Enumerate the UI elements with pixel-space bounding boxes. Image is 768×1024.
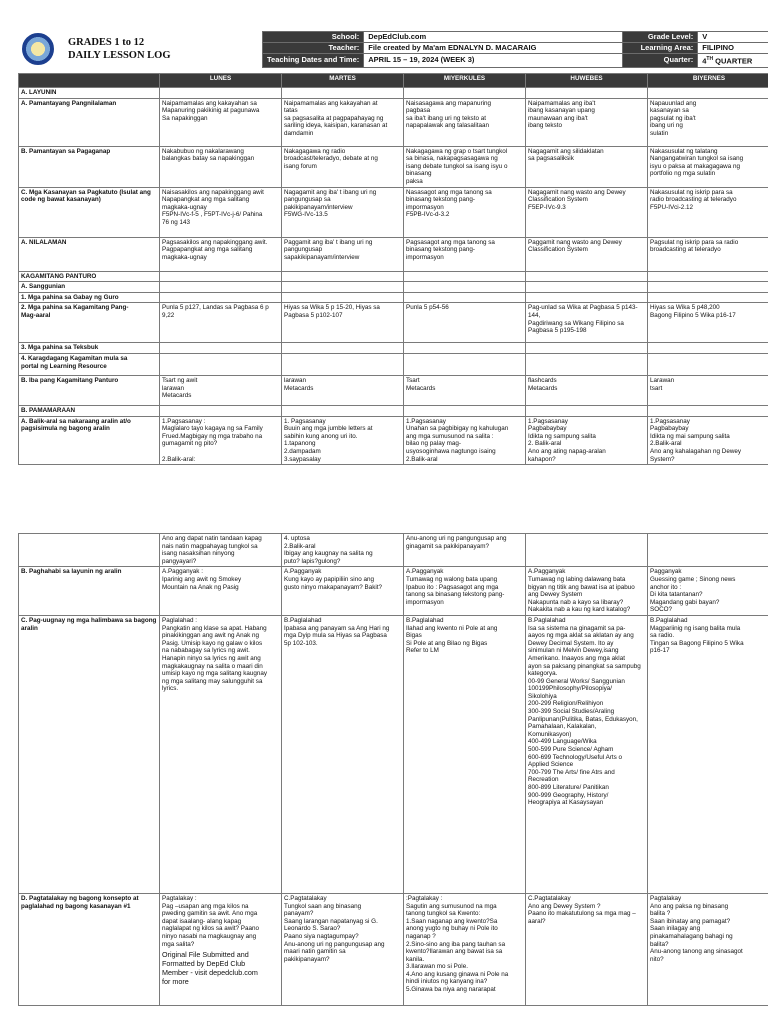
day-cell-2: Anu-anong uri ng pangungusap ang ginagamit sa pakikipanayam?: [404, 534, 526, 567]
day-cell-0: Paglalahad : Pangkatin ang klase sa apat. Habang pinakikinggan ang awit ng Anak ng Pasig. Umisip kayo ng galaw o kilos na nababagay sa lyrics ng awit. Hanapin ninyo sa lyrics ng awit ang magkakaugnay na salita o maari din umisip kayo ng mga salitang kaugnay ng mga salitang may salungguhit sa lyrics.: [160, 615, 282, 893]
day-cell-4: Larawan tsart: [648, 375, 768, 405]
day-cell-2: A.Pagganyak Tumawag ng walong bata upang Ipabuo ito : Pagsasagot ang mga tanong sa binasang tekstong pang- impormasyon: [404, 567, 526, 616]
day-cell-3: A.Pagganyak Tumawag ng labing dalawang bata bigyan ng titik ang bawat isa at ipabuo ang Dewey System Nakapunta nab a kayo sa libaray? Nakakita nab a kau ng kard katalog?: [526, 567, 648, 616]
dates-label: Teaching Dates and Time:: [263, 54, 364, 68]
day-cell-4: [648, 292, 768, 303]
day-cell-1: Nakagagawa ng radio broadcast/teleradyo, debate at ng isang forum: [282, 146, 404, 187]
day-cell-2: [404, 343, 526, 354]
log-row: [19, 615, 768, 893]
day-cell-1: B.Paglalahad Ipabasa ang panayam sa Ang Hari ng mga Dyip mula sa Hiyas sa Pagbasa 5p 102-103.: [282, 615, 404, 893]
day-cell-3: [526, 88, 648, 99]
day-cell-0: Ano ang dapat natin tandaan kapag nais natin magpahayag tungkol sa isang nasaksihan ninyong pangyayari?: [160, 534, 282, 567]
school-value: DepEdClub.com: [364, 32, 623, 43]
row-label: B. Paghahabi sa layunin ng aralin: [19, 567, 160, 616]
day-cell-1: Nagagamit ang iba' t ibang uri ng pangungusap sa pakikipanayam/interview F5WG-IVc-13.5: [282, 187, 404, 237]
dates-value: APRIL 15 – 19, 2024 (WEEK 3): [364, 54, 623, 68]
school-label: School:: [263, 32, 364, 43]
day-cell-2: [404, 405, 526, 416]
log-row: [19, 405, 768, 416]
area-label: Learning Area:: [623, 43, 698, 54]
row-label: B. Iba pang Kagamitang Panturo: [19, 375, 160, 405]
day-header-4: BIYERNES: [648, 74, 768, 88]
day-cell-3: [526, 271, 648, 282]
lesson-log-table-page1: [18, 73, 768, 465]
day-cell-2: [404, 271, 526, 282]
day-cell-1: [282, 271, 404, 282]
log-row: [19, 187, 768, 237]
log-row: [19, 375, 768, 405]
row-label: D. Pagtatalakay ng bagong konsepto at paglalahad ng bagong kasanayan #1: [19, 893, 160, 1005]
day-cell-3: [526, 353, 648, 375]
day-cell-4: [648, 405, 768, 416]
day-cell-2: Naisasagawa ang mapanuring pagbasa sa iba't ibang uri ng teksto at napapalawak ang talasalitaan: [404, 98, 526, 146]
day-cell-1: 4. uptosa 2.Balik-aral Ibigay ang kaugnay na salita ng puto? lapis?gulong?: [282, 534, 404, 567]
document-title: [66, 32, 263, 68]
day-cell-1: 1. Pagsasanay Buuin ang mga jumble letters at sabihin kung anong uri ito. 1.tapanong 2.dampadam 3.saypasalay: [282, 416, 404, 465]
day-cell-4: [648, 282, 768, 293]
day-cell-1: Naipamamalas ang kakayahan at tatas sa pagsasalita at pagpapahayag ng sariling ideya, kaisipan, karanasan at damdamin: [282, 98, 404, 146]
log-row: [19, 303, 768, 343]
day-cell-2: Nasasagot ang mga tanong sa binasang tekstong pang- impormasyon F5PB-IVc-d-3.2: [404, 187, 526, 237]
day-cell-2: B.Paglalahad Ilahad ang kwento ni Pole at ang Bigas Si Pole at ang Bilao ng Bigas Refer to LM: [404, 615, 526, 893]
day-cell-3: B.Paglalahad Isa sa sistema na ginagamit sa pa- aayos ng mga aklat sa aklatan ay ang Dewey Decimal System. Ito ay sinimulan ni Melvin Dewey,isang Amerikano. Inaayos ang mga aklat ayon sa paksang pinangkat sa sampubg kategorya. 00-99 General Works/ Sanggunian 100199Philosophy/Pilosopiya/ Sikolohiya 200-299 Religion/Relihiyon 300-399 Social Studies/Araling Panlipunan(Pulitika, Batas, Edukasyon, Pamahalaan, Kalakalan, Komunikasyon) 400-499 Language/Wika 500-599 Pure Science/ Agham 600-699 Technology/Useful Arts o Applied Science 700-799 The Arts/ fine Atrs and Recreation 800-899 Literature/ Panitikan 900-999 Geography, History/ Heograpiya at Kasaysayan: [526, 615, 648, 893]
log-row: [19, 146, 768, 187]
log-row: [19, 237, 768, 271]
header-table: [18, 31, 768, 68]
day-cell-0: [160, 405, 282, 416]
day-cell-1: C.Pagtatalakay Tungkol saan ang binasang panayam? Saang larangan napatanyag si G. Leonardo S. Sarao? Paano siya nagtagumpay? Anu-anong uri ng pangungusap ang maari natin gamitin sa pakikipanayam?: [282, 893, 404, 1005]
row-label: 4. Karagdagang Kagamitan mula sa portal ng Learning Resource: [19, 353, 160, 375]
row-label: 1. Mga pahina sa Gabay ng Guro: [19, 292, 160, 303]
day-cell-4: Pagtalakay Ano ang paksa ng binasang balita ? Saan ibinatay ang pamagat? Saan inilagay ang pinakamahalagang bahagi ng balita? Anu-anong tanong ang sinasagot nito?: [648, 893, 768, 1005]
day-cell-0: [160, 88, 282, 99]
day-cell-4: [648, 88, 768, 99]
day-cell-3: Pag-unlad sa Wika at Pagbasa 5 p143- 144, Pagdiriwang sa Wikang Filipino sa Pagbasa 5 p195-198: [526, 303, 648, 343]
day-cell-4: B.Paglalahad Magpariinig ng isang balita mula sa radio. Tingan sa Bagong Filipino 5 Wika p16-17: [648, 615, 768, 893]
day-cell-1: [282, 282, 404, 293]
log-row: [19, 271, 768, 282]
day-cell-1: A.Pagganyak Kung kayo ay papipiliin sino ang gusto ninyo makapanayam? Bakit?: [282, 567, 404, 616]
day-cell-4: Pagganyak Guessing game ; Sinong news anchor ito : Di kita tatantanan? Magandang gabi bayan? SOCO?: [648, 567, 768, 616]
day-cell-3: flashcards Metacards: [526, 375, 648, 405]
day-header-1: MARTES: [282, 74, 404, 88]
log-row: [19, 88, 768, 99]
day-cell-2: Tsart Metacards: [404, 375, 526, 405]
day-cell-0: [160, 292, 282, 303]
day-cell-1: [282, 292, 404, 303]
day-cell-4: Napauunlad ang kasanayan sa pagsulat ng iba't ibang uri ng sulatin: [648, 98, 768, 146]
area-value: FILIPINO: [698, 43, 768, 54]
day-cell-0: [160, 353, 282, 375]
row-label: KAGAMITANG PANTURO: [19, 271, 160, 282]
day-header-blank: [19, 74, 160, 88]
day-cell-2: Pagsasagot ang mga tanong sa binasang tekstong pang- impormasyon: [404, 237, 526, 271]
day-cell-0: Pagsasakilos ang napakinggang awit. Pagpapangkat ang mga salitang magkaka-ugnay: [160, 237, 282, 271]
day-cell-3: 1.Pagsasanay Pagbabaybay Idikta ng sampung salita 2. Balik-aral Ano ang ating napag-aralan kahapon?: [526, 416, 648, 465]
day-cell-1: [282, 343, 404, 354]
grade-label: Grade Level:: [623, 32, 698, 43]
teacher-label: Teacher:: [263, 43, 364, 54]
day-cell-4: 1.Pagsasanay Pagbabaybay Idikta ng mai sampung salita 2.Balik-aral Ano ang kahalagahan ng Dewey System?: [648, 416, 768, 465]
quarter-value: 4TH QUARTER: [698, 54, 768, 68]
day-cell-1: [282, 353, 404, 375]
day-cell-4: [648, 343, 768, 354]
log-row: [19, 893, 768, 1005]
day-cell-4: Hiyas sa Wika 5 p48,200 Bagong Filipino 5 Wika p16-17: [648, 303, 768, 343]
row-label: A. Balik-aral sa nakaraang aralin at/o pagsisimula ng bagong aralin: [19, 416, 160, 465]
day-cell-1: larawan Metacards: [282, 375, 404, 405]
day-cell-1: [282, 405, 404, 416]
title-line1: GRADES 1 to 12: [68, 37, 145, 49]
day-cell-2: [404, 282, 526, 293]
day-cell-3: [526, 343, 648, 354]
day-cell-2: [404, 292, 526, 303]
day-cell-3: Nagagamit nang wasto ang Dewey Classification System F5EP-IVc-9.3: [526, 187, 648, 237]
day-cell-2: [404, 88, 526, 99]
day-cell-3: Naipamamalas ang iba't ibang kasanayan upang maunawaan ang iba't ibang teksto: [526, 98, 648, 146]
day-cell-0: [160, 893, 282, 1005]
day-cell-1: Hiyas sa Wika 5 p 15-20, Hiyas sa Pagbasa 5 p102-107: [282, 303, 404, 343]
row-label: A. LAYUNIN: [19, 88, 160, 99]
day-cell-3: [526, 292, 648, 303]
day-cell-3: C.Pagtatalakay Ano ang Dewey System ? Paano ito makatutulong sa mga mag – aaral?: [526, 893, 648, 1005]
row-label: C. Pag-uugnay ng mga halimbawa sa bagong aralin: [19, 615, 160, 893]
day-cell-3: Paggamit nang wasto ang Dewey Classification System: [526, 237, 648, 271]
day-header-0: LUNES: [160, 74, 282, 88]
day-cell-3: [526, 534, 648, 567]
teacher-value: File created by Ma'am EDNALYN D. MACARAIG: [364, 43, 623, 54]
title-line2: DAILY LESSON LOG: [68, 50, 171, 62]
day-cell-4: Pagsulat ng iskrip para sa radio broadcasting at teleradyo: [648, 237, 768, 271]
row-label: 3. Mga pahina sa Teksbuk: [19, 343, 160, 354]
day-cell-4: Nakasusulat ng talatang Nangangatwiran tungkol sa isang isyu o paksa at makagagawa ng portfolio ng mga sulatin: [648, 146, 768, 187]
day-cell-0: [160, 271, 282, 282]
day-cell-1: [282, 88, 404, 99]
row-label: A. Pamantayang Pangnilalaman: [19, 98, 160, 146]
log-row: [19, 98, 768, 146]
day-cell-4: Nakasusulat ng iskrip para sa radio broadcasting at teleradyo F5PU-IVci-2.12: [648, 187, 768, 237]
deped-seal-cell: [18, 32, 66, 68]
day-cell-4: [648, 534, 768, 567]
day-cell-0: Naisasakilos ang napakinggang awit Napapangkat ang mga salitang magkaka-ugnay F5PN-IVc-f-5 , F5PT-IVc-j-6/ Pahina 76 ng 143: [160, 187, 282, 237]
row-label: [19, 534, 160, 567]
day-cell-0: Naipamamalas ang kakayahan sa Mapanuring pakikinig at pagunawa Sa napakinggan: [160, 98, 282, 146]
day-cell-3: Nagagamit ang silidaklatan sa pagsasaliksik: [526, 146, 648, 187]
day-cell-0: Nakabubuo ng nakalarawang balangkas batay sa napakinggan: [160, 146, 282, 187]
day-cell-0: [160, 343, 282, 354]
row-label: A. Sanggunian: [19, 282, 160, 293]
day-cell-3: [526, 282, 648, 293]
log-row: [19, 353, 768, 375]
log-row: [19, 343, 768, 354]
row-label: A. NILALAMAN: [19, 237, 160, 271]
day-cell-0: [160, 282, 282, 293]
day-cell-2: Nakagagawa ng grap o tsart tungkol sa binasa, nakapagsasagawa ng isang debate tungkol sa isang isyu o binasang paksa: [404, 146, 526, 187]
day-cell-0: A.Pagganyak : Iparinig ang awit ng Smokey Mountain na Anak ng Pasig: [160, 567, 282, 616]
day-cell-2: Punla 5 p54-56: [404, 303, 526, 343]
day-cell-2: :Pagtalakay : Sagutin ang sumusunod na mga tanong tungkol sa Kwento: 1.Saan naganap ang kwento?Sa anong yugto ng buhay ni Pole ito naganap ? 2.Sino-sino ang iba pang tauhan sa kwento?Ilarawan ang bawat isa sa kanila. 3.Ilarawan mo si Pole. 4.Ano ang kusang ginawa ni Pole na hindi iniutos ng kanyang ina? 5.Ginawa ba niya ang nararapat: [404, 893, 526, 1005]
grade-value: V: [698, 32, 768, 43]
row-label: 2. Mga pahina sa Kagamitang Pang- Mag-aaral: [19, 303, 160, 343]
log-row: [19, 534, 768, 567]
cell-text: Pagtalakay : Pag –usapan ang mga kilos na pweding gamitin sa awit. Ano mga dapat isaalang- alang kapag naglalapat ng kilos sa awit? Paano ninyo nasabi na magkaugnay ang mga salita?: [162, 894, 259, 948]
row-label: C. Mga Kasanayan sa Pagkatuto (Isulat ang code ng bawat kasanayan): [19, 187, 160, 237]
deped-seal-icon: [22, 33, 54, 65]
row-label: B. Pamantayan sa Pagaganap: [19, 146, 160, 187]
day-cell-0: 1.Pagsasanay : Maglalaro tayo kagaya ng sa Family Frued.Magbigay ng mga trabaho na gumagamit ng pito? 2.Balik-aral:: [160, 416, 282, 465]
day-cell-0: Punla 5 p127, Landas sa Pagbasa 6 p 9,22: [160, 303, 282, 343]
day-header-3: HUWEBES: [526, 74, 648, 88]
day-cell-0: Tsart ng awit larawan Metacards: [160, 375, 282, 405]
row-label: B. PAMAMARAAN: [19, 405, 160, 416]
day-cell-3: [526, 405, 648, 416]
day-cell-4: [648, 271, 768, 282]
day-cell-1: Paggamit ang iba' t ibang uri ng pangungusap sapakikipanayam/interview: [282, 237, 404, 271]
quarter-label: Quarter:: [623, 54, 698, 68]
day-cell-2: 1.Pagsasanay Unahan sa pagbibigay ng kahulugan ang mga sumusunod na salita : bilao ng palay mag- usyosoginhawa nagtungo isaing 2.Balik-aral: [404, 416, 526, 465]
log-row: [19, 292, 768, 303]
log-row: [19, 416, 768, 465]
log-row: [19, 567, 768, 616]
day-cell-2: [404, 353, 526, 375]
day-header-2: MIYERKULES: [404, 74, 526, 88]
day-header-row: [19, 74, 768, 88]
log-row: [19, 282, 768, 293]
lesson-log-table-page2: [18, 533, 768, 1006]
watermark-note: Original File Submitted and Formatted by DepEd Club Member - visit depedclub.com for more: [162, 950, 258, 987]
day-cell-4: [648, 353, 768, 375]
